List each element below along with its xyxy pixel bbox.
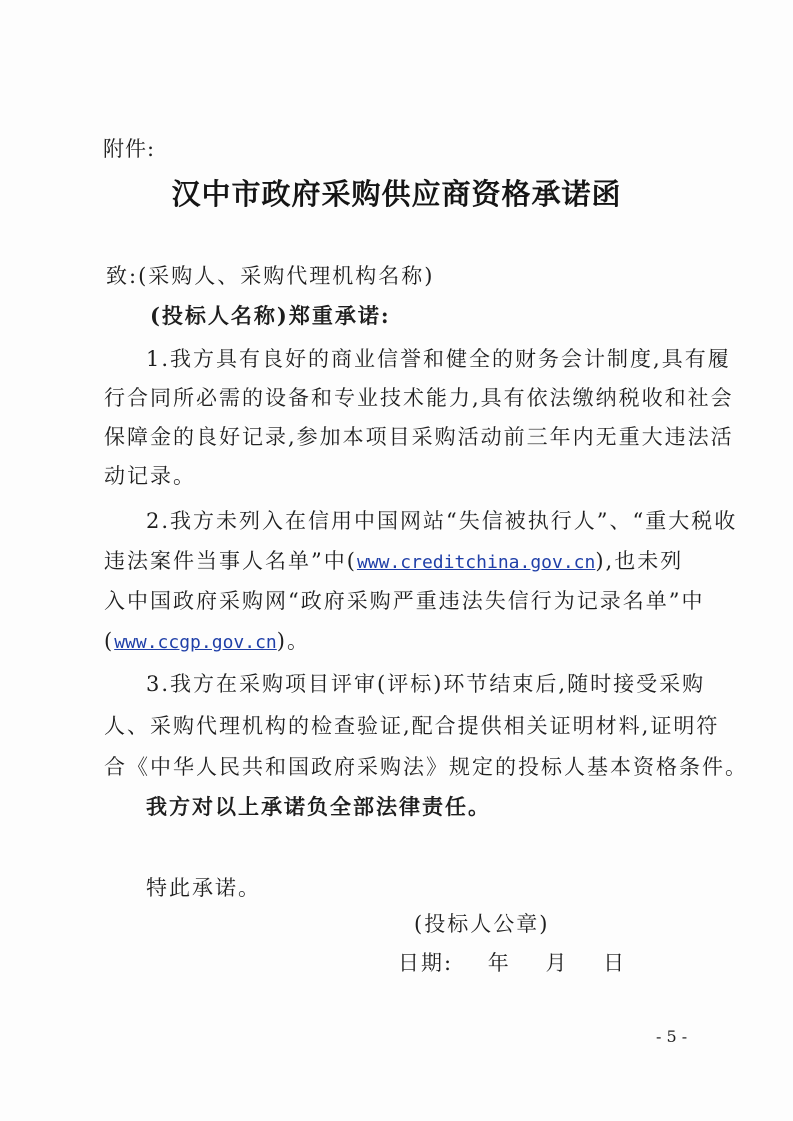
item3-line2: 人、采购代理机构的检查验证,配合提供相关证明材料,证明符 xyxy=(104,714,720,738)
item2-line2 xyxy=(104,545,683,575)
item2-line2-tail: ),也未列 xyxy=(595,549,684,573)
creditchina-link[interactable]: www.creditchina.gov.cn xyxy=(356,552,596,573)
page-title: 汉中市政府采购供应商资格承诺函 xyxy=(171,177,622,211)
item2-line1: 2.我方未列入在信用中国网站“失信被执行人”、“重大税收 xyxy=(146,509,738,533)
item2-line3: 入中国政府采购网“政府采购严重违法失信行为记录名单”中 xyxy=(104,589,705,613)
promise-intro: (投标人名称)郑重承诺: xyxy=(150,303,391,328)
page-number: - 5 - xyxy=(656,1027,688,1046)
item1-line4: 动记录。 xyxy=(104,464,196,488)
item1-line2: 行合同所必需的设备和专业技术能力,具有依法缴纳税收和社会 xyxy=(104,386,734,410)
item1-line3: 保障金的良好记录,参加本项目采购活动前三年内无重大违法活 xyxy=(104,425,734,449)
item2-line4-open: ( xyxy=(104,629,115,653)
recipient-line: 致:(采购人、采购代理机构名称) xyxy=(106,264,435,288)
item3-line3: 合《中华人民共和国政府采购法》规定的投标人基本资格条件。 xyxy=(104,755,748,779)
ccgp-link[interactable]: www.ccgp.gov.cn xyxy=(114,632,277,653)
closing-text: 特此承诺。 xyxy=(146,876,261,900)
item1-line1: 1.我方具有良好的商业信誉和健全的财务会计制度,具有履 xyxy=(146,347,731,371)
seal-label: (投标人公章) xyxy=(414,912,550,936)
item3-line1: 3.我方在采购项目评审(评标)环节结束后,随时接受采购 xyxy=(146,672,706,696)
date-line: 日期: 年 月 日 xyxy=(398,951,627,975)
item2-line4 xyxy=(104,625,310,655)
item2-line2-text: 违法案件当事人名单”中( xyxy=(104,549,357,573)
attachment-label: 附件: xyxy=(103,137,156,161)
liability-statement: 我方对以上承诺负全部法律责任。 xyxy=(146,794,491,819)
item2-line4-close: )。 xyxy=(276,629,310,653)
